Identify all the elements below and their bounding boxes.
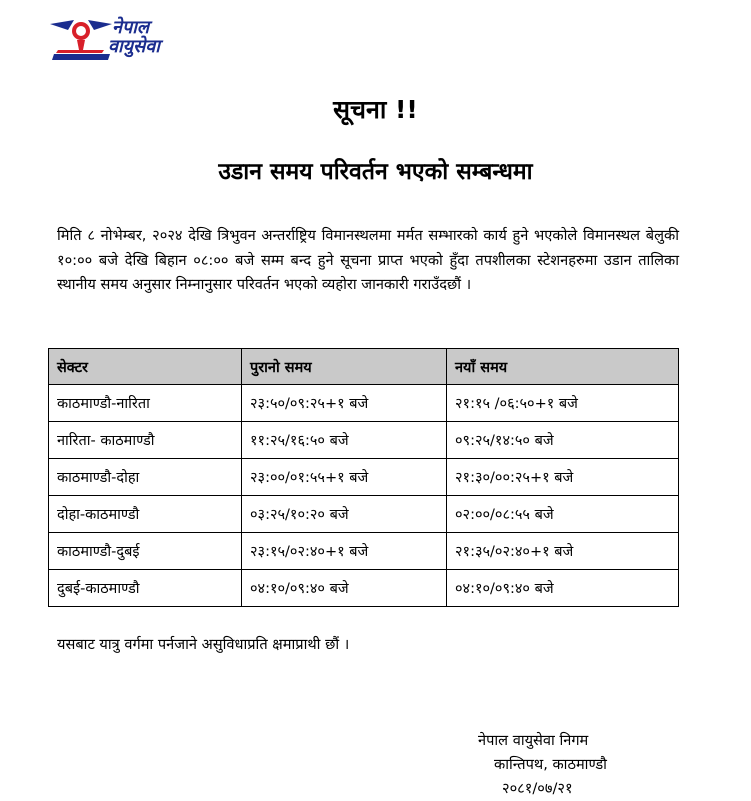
- table-row: [49, 496, 679, 533]
- new-time-cell: २१:३५/०२:४०+१ बजे: [447, 533, 679, 570]
- header-old-time: पुरानो समय: [242, 349, 447, 385]
- table-row: [49, 422, 679, 459]
- signature-block: [478, 729, 607, 801]
- old-time-cell: ११:२५/१६:५० बजे: [242, 422, 447, 459]
- old-time-cell: ०४:१०/०९:४० बजे: [242, 570, 447, 607]
- sector-cell: दुबई-काठमाण्डौ: [49, 570, 242, 607]
- logo-line-1: नेपाल: [112, 17, 150, 38]
- logo-emblem-icon: [48, 18, 114, 62]
- signature-org: नेपाल वायुसेवा निगम: [478, 732, 589, 749]
- airline-logo: [48, 18, 198, 62]
- new-time-cell: २१:१५ /०६:५०+१ बजे: [447, 385, 679, 422]
- signature-address: कान्तिपथ, काठमाण्डौ: [494, 756, 607, 773]
- sector-cell: काठमाण्डौ-दोहा: [49, 459, 242, 496]
- new-time-cell: ०२:००/०८:५५ बजे: [447, 496, 679, 533]
- schedule-table: [48, 348, 679, 607]
- new-time-cell: ०९:२५/१४:५० बजे: [447, 422, 679, 459]
- new-time-cell: ०४:१०/०९:४० बजे: [447, 570, 679, 607]
- header-new-time: नयाँ समय: [447, 349, 679, 385]
- table-row: [49, 533, 679, 570]
- table-row: [49, 459, 679, 496]
- sector-cell: काठमाण्डौ-दुबई: [49, 533, 242, 570]
- old-time-cell: २३:१५/०२:४०+१ बजे: [242, 533, 447, 570]
- apology-text: यसबाट यात्रु वर्गमा पर्नजाने असुविधाप्रति क्षमाप्राथी छौं ।: [57, 636, 350, 653]
- old-time-cell: ०३:२५/१०:२० बजे: [242, 496, 447, 533]
- table-row: [49, 385, 679, 422]
- notice-title: सूचना !!: [333, 95, 418, 124]
- table-row: [49, 570, 679, 607]
- notice-paragraph: मिति ८ नोभेम्बर, २०२४ देखि त्रिभुवन अन्तर्राष्ट्रिय विमानस्थलमा मर्मत सम्भारको कार्य हुने भएकोले विमानस्थल बेलुकी १०:०० बजे देखि बिहान ०८:०० बजे सम्म बन्द हुने सूचना प्राप्त भएको हुँदा तपशीलका स्टेशनहरुमा उडान तालिका स्थानीय समय अनुसार निम्नानुसार परिवर्तन भएको व्यहोरा जानकारी गराउँदछौं ।: [57, 227, 679, 293]
- old-time-cell: २३:५०/०९:२५+१ बजे: [242, 385, 447, 422]
- logo-line-2: वायुसेवा: [108, 36, 160, 57]
- signature-date: २०८१/०७/२१: [502, 780, 573, 797]
- notice-subtitle: उडान समय परिवर्तन भएको सम्बन्धमा: [218, 159, 533, 185]
- sector-cell: दोहा-काठमाण्डौ: [49, 496, 242, 533]
- header-sector: सेक्टर: [49, 349, 242, 385]
- new-time-cell: २१:३०/००:२५+१ बजे: [447, 459, 679, 496]
- table-header-row: [49, 349, 679, 385]
- sector-cell: नारिता- काठमाण्डौ: [49, 422, 242, 459]
- sector-cell: काठमाण्डौ-नारिता: [49, 385, 242, 422]
- old-time-cell: २३:००/०१:५५+१ बजे: [242, 459, 447, 496]
